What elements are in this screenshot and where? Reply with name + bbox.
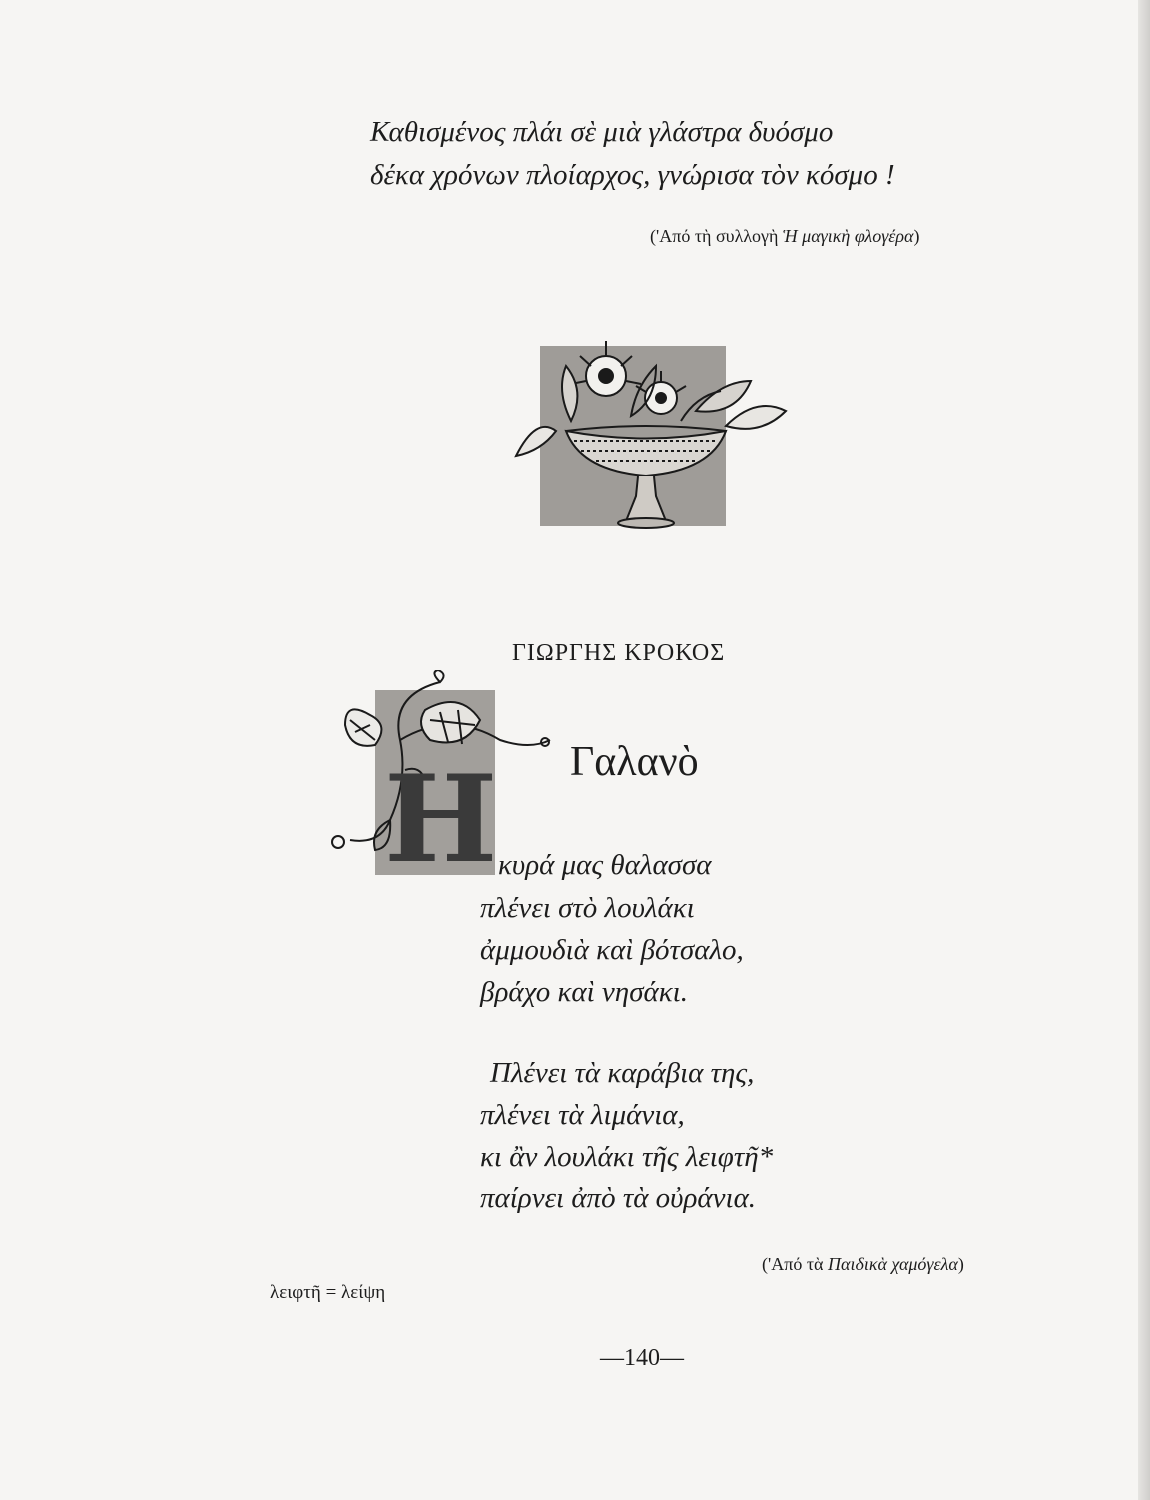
flower-vase-illustration: [496, 336, 796, 536]
poem-line-7: κι ἂν λουλάκι τῆς λειφτῆ*: [480, 1141, 774, 1173]
poem-line-3: ἀμμουδιὰ καὶ βότσαλο,: [480, 934, 744, 966]
poem-title: Γαλανὸ: [570, 739, 699, 785]
source-prefix: ('Από τὰ: [762, 1254, 828, 1274]
poem-line-2: πλένει στὸ λουλάκι: [480, 892, 695, 924]
poem-line-5: Πλένει τὰ καράβια της,: [490, 1057, 755, 1089]
footnote: λειφτῆ = λείψη: [270, 1282, 386, 1303]
top-verse-line-1: Καθισμένος πλάι σὲ μιὰ γλάστρα δυόσμο: [370, 116, 834, 148]
poem-line-6: πλένει τὰ λιμάνια,: [480, 1099, 685, 1131]
poem-line-8: παίρνει ἀπὸ τὰ οὐράνια.: [480, 1182, 757, 1214]
drop-cap-initial: Η: [384, 749, 498, 890]
poem-source: [762, 1254, 964, 1275]
poem-line-1: κυρά μας θαλασσα: [498, 849, 712, 881]
page-number: —140—: [600, 1345, 684, 1371]
poem-author: ΓΙΩΡΓΗΣ ΚΡΟΚΟΣ: [512, 640, 726, 666]
top-verse-line-2: δέκα χρόνων πλοίαρχος, γνώρισα τὸν κόσμο !: [370, 159, 895, 191]
page-edge: [1138, 0, 1150, 1500]
top-verse-source: [650, 226, 919, 247]
source-title: Ἡ μαγικὴ φλογέρα: [782, 226, 914, 246]
source-prefix: ('Από τὴ συλλογὴ: [650, 226, 783, 246]
source-suffix: ): [957, 1254, 964, 1274]
source-title: Παιδικὰ χαμόγελα: [828, 1254, 958, 1274]
poem-line-4: βράχο καὶ νησάκι.: [480, 976, 688, 1008]
source-suffix: ): [913, 226, 920, 246]
